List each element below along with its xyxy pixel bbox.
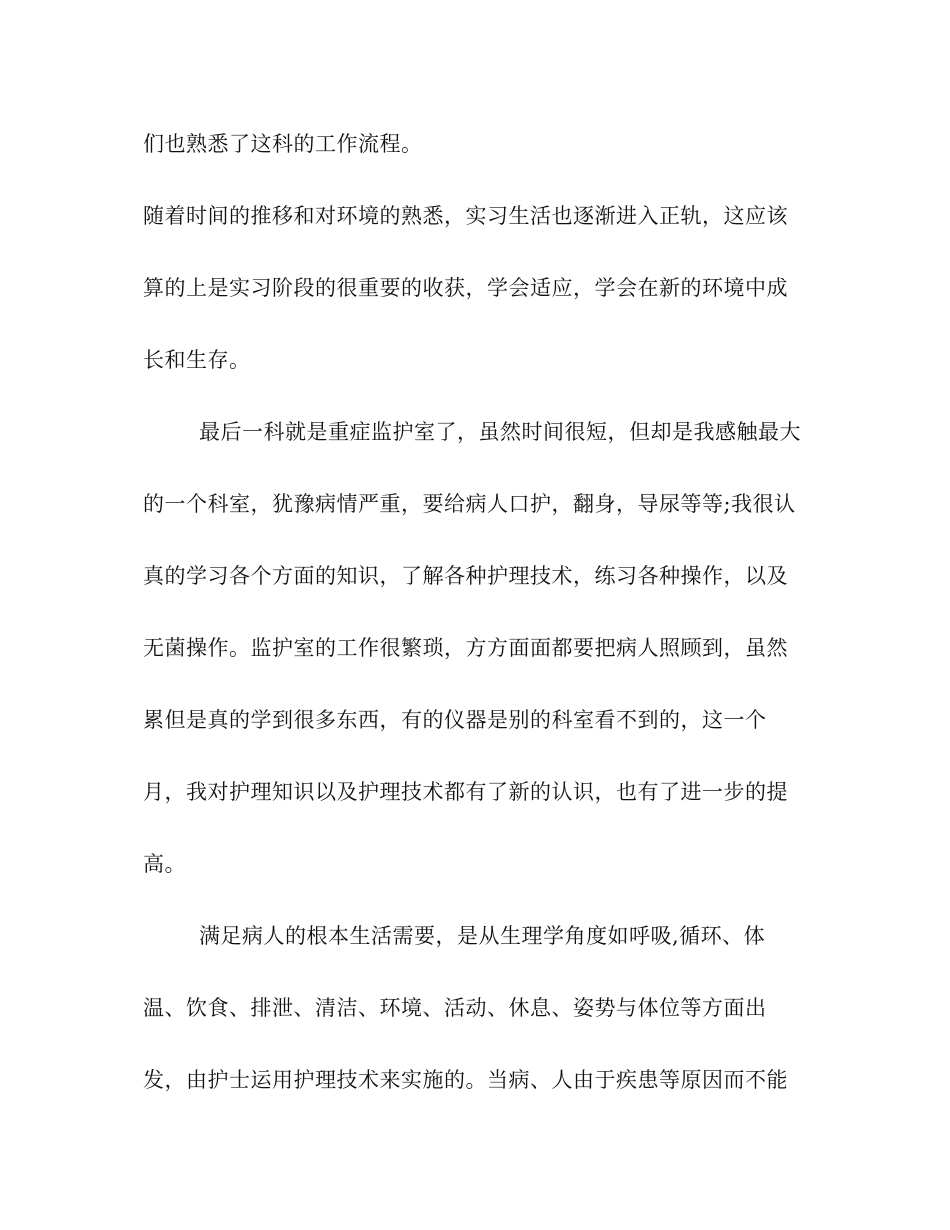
- text-line: 算的上是实习阶段的很重要的收获，学会适应，学会在新的环境中成: [143, 276, 788, 300]
- text-line: 真的学习各个方面的知识，了解各种护理技术，练习各种操作，以及: [143, 564, 788, 588]
- text-line: 随着时间的推移和对环境的熟悉，实习生活也逐渐进入正轨，这应该: [143, 204, 788, 228]
- text-line: 月，我对护理知识以及护理技术都有了新的认识，也有了进一步的提: [143, 780, 788, 804]
- text-line: 无菌操作。监护室的工作很繁琐，方方面面都要把病人照顾到，虽然: [143, 636, 788, 660]
- text-line: 的一个科室，犹豫病情严重，要给病人口护，翻身，导尿等等;我很认: [143, 492, 796, 516]
- text-line: 们也熟悉了这科的工作流程。: [143, 132, 423, 156]
- paragraph-first-line: 满足病人的根本生活需要，是从生理学角度如呼吸,循环、体: [199, 924, 766, 948]
- text-line: 高。: [143, 852, 186, 876]
- text-line: 温、饮食、排泄、清洁、环境、活动、休息、姿势与体位等方面出: [143, 996, 767, 1020]
- text-line: 发，由护士运用护理技术来实施的。当病、人由于疾患等原因而不能: [143, 1068, 788, 1092]
- text-line: 累但是真的学到很多东西，有的仪器是别的科室看不到的，这一个: [143, 708, 767, 732]
- paragraph-first-line: 最后一科就是重症监护室了，虽然时间很短，但却是我感触最大: [199, 420, 801, 444]
- text-line: 长和生存。: [143, 348, 251, 372]
